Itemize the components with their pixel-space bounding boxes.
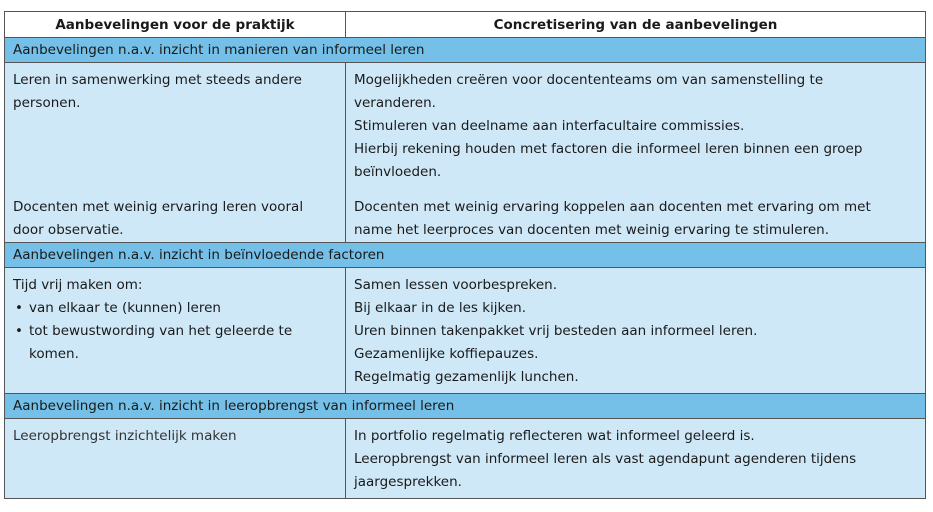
- cell-text: jaargesprekken.: [354, 474, 462, 490]
- table-row: [5, 63, 926, 243]
- concretisation-cell: [346, 63, 926, 243]
- cell-text: Samen lessen voorbespreken.: [354, 277, 558, 293]
- cell-text: Gezamenlijke koffiepauzes.: [354, 346, 539, 362]
- cell-text: Tijd vrij maken om:: [13, 277, 143, 293]
- recommendations-table-wrapper: [4, 11, 925, 499]
- recommendation-cell: [5, 268, 346, 394]
- cell-text: In portfolio regelmatig reflecteren wat informeel geleerd is.: [354, 428, 755, 444]
- cell-text: Uren binnen takenpakket vrij besteden aan informeel leren.: [354, 323, 758, 339]
- cell-text: name het leerproces van docenten met weinig ervaring te stimuleren.: [354, 222, 830, 238]
- cell-text: komen.: [29, 346, 79, 362]
- table-row: [5, 419, 926, 499]
- section-title-informal-learning-ways: Aanbevelingen n.a.v. inzicht in manieren van informeel leren: [5, 38, 926, 63]
- bullet-item: • tot bewustwording van het geleerde te: [13, 320, 337, 343]
- header-recommendations: Aanbevelingen voor de praktijk: [5, 12, 346, 38]
- bullet-item: • van elkaar te (kunnen) leren: [13, 297, 337, 320]
- concretisation-cell: [346, 268, 926, 394]
- section-header-row: [5, 38, 926, 63]
- cell-text: personen.: [13, 95, 81, 111]
- table-row: [5, 268, 926, 394]
- cell-text: Mogelijkheden creëren voor docententeams om van samenstelling te: [354, 72, 824, 88]
- cell-text: Leeropbrengst inzichtelijk maken: [13, 428, 237, 444]
- header-concretisation: Concretisering van de aanbevelingen: [346, 12, 926, 38]
- recommendation-cell: [5, 419, 346, 499]
- section-header-row: [5, 394, 926, 419]
- section-title-learning-outcomes: Aanbevelingen n.a.v. inzicht in leeropbrengst van informeel leren: [5, 394, 926, 419]
- cell-text: Leeropbrengst van informeel leren als vast agendapunt agenderen tijdens: [354, 451, 857, 467]
- section-header-row: [5, 243, 926, 268]
- cell-text: Bij elkaar in de les kijken.: [354, 300, 527, 316]
- recommendations-table: [4, 11, 926, 499]
- section-title-influencing-factors: Aanbevelingen n.a.v. inzicht in beïnvloedende factoren: [5, 243, 926, 268]
- table-header-row: [5, 12, 926, 38]
- concretisation-cell: [346, 419, 926, 499]
- recommendation-cell: [5, 63, 346, 243]
- cell-text: Docenten met weinig ervaring koppelen aan docenten met ervaring om met: [354, 199, 871, 215]
- cell-text: Leren in samenwerking met steeds andere: [13, 72, 302, 88]
- cell-text: Hierbij rekening houden met factoren die informeel leren binnen een groep: [354, 141, 863, 157]
- cell-text: door observatie.: [13, 222, 124, 238]
- cell-text: Stimuleren van deelname aan interfacultaire commissies.: [354, 118, 745, 134]
- cell-text: Docenten met weinig ervaring leren vooral: [13, 199, 304, 215]
- cell-text: beïnvloeden.: [354, 164, 442, 180]
- cell-text: Regelmatig gezamenlijk lunchen.: [354, 369, 579, 385]
- cell-text: veranderen.: [354, 95, 436, 111]
